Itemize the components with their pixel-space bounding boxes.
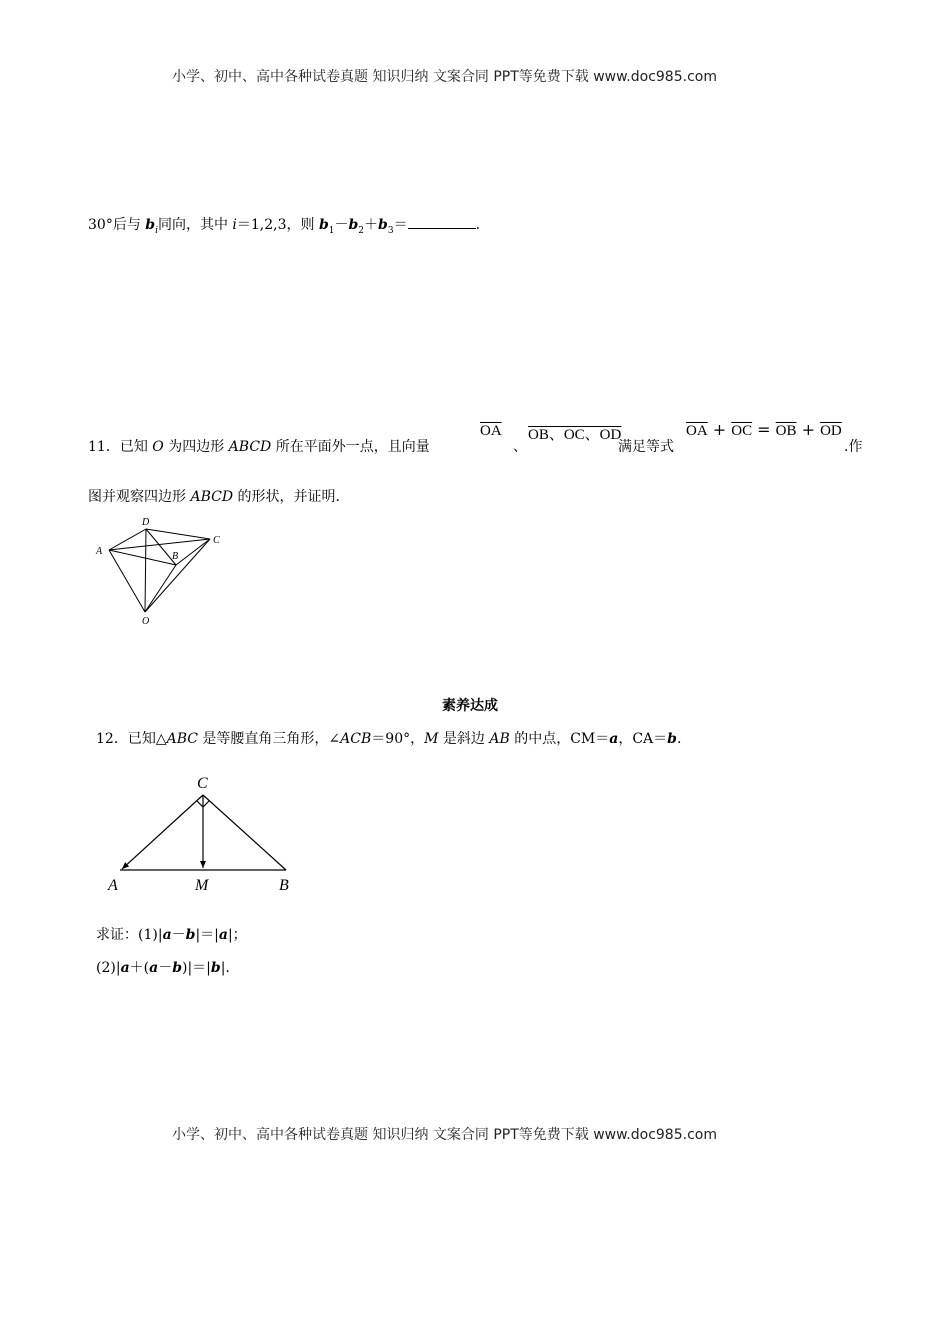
figure-right-triangle: [100, 770, 310, 895]
q12-var-ABC: ABC: [166, 731, 198, 747]
label-A: A: [96, 546, 103, 557]
p2-a2: a: [149, 960, 159, 976]
eq-OB: $\overline{OB}$: [775, 423, 797, 439]
p1-a2: a: [218, 927, 228, 943]
proof-part-2: [96, 958, 230, 978]
q12-vector-b: b: [667, 731, 677, 747]
proof-part-1: [96, 925, 247, 945]
question-10-tail: [88, 214, 480, 241]
page-footer: 小学、初中、高中各种试卷真题 知识归纳 文案合同 PPT等免费下载 www.doc985.com: [172, 1127, 717, 1143]
q11-text-4: .作: [844, 439, 863, 455]
p2-b2: b: [210, 960, 221, 976]
q12-text-4: 的中点，CM＝: [509, 731, 610, 747]
answer-blank[interactable]: [408, 214, 476, 229]
q12-text-1: 是等腰直角三角形，∠: [197, 731, 341, 747]
q12-text-5: ，CA＝: [618, 731, 668, 747]
vectors-OB-OC-OD: OB、OC、OD: [528, 427, 622, 443]
q10-vector-b: b: [145, 217, 156, 233]
label-B: B: [172, 551, 179, 562]
q11-line2-b: 的形状，并证明．: [233, 489, 350, 505]
label-M: M: [195, 877, 209, 894]
q12-var-M: M: [424, 731, 439, 747]
q12-text-3: 是斜边: [438, 731, 490, 747]
label-B: B: [279, 877, 289, 894]
q10-b3: b: [378, 217, 388, 233]
eq-plus-2: +: [796, 420, 821, 439]
label-D: D: [142, 517, 150, 528]
q11-text-1: 为四边形: [163, 439, 229, 455]
p1-equals: |＝|: [195, 927, 219, 943]
q12-var-AB: AB: [489, 731, 510, 747]
label-C: C: [197, 775, 208, 792]
eq-OD: $\overline{OD}$: [820, 423, 842, 439]
q11-var-ABCD: ABCD: [228, 439, 272, 455]
page-header: 小学、初中、高中各种试卷真题 知识归纳 文案合同 PPT等免费下载 www.doc985.com: [172, 69, 717, 85]
q11-text-3: 满足等式: [618, 439, 674, 455]
eq-plus-1: +: [707, 420, 732, 439]
q10-text-1: 30°后与: [88, 217, 146, 233]
edge-BC: [176, 539, 210, 565]
p2-end: |.: [220, 960, 230, 976]
edge-OD: [145, 529, 146, 612]
q10-var-i: i: [232, 217, 237, 233]
q10-plus: ＋: [364, 217, 379, 233]
q10-minus: －: [334, 217, 349, 233]
question-12: [96, 729, 681, 749]
p2-prefix: (2)|: [96, 960, 121, 976]
vector-equation: [686, 420, 842, 440]
vector-OA: $\overline{OA}$: [480, 423, 502, 439]
edge-OA: [109, 550, 145, 612]
q10-sub-1: 1: [328, 225, 335, 236]
q10-text-2: 同向，其中: [157, 217, 233, 233]
eq-OA: $\overline{OA}$: [686, 423, 708, 439]
q11-var-ABCD-2: ABCD: [190, 489, 234, 505]
p2-b: b: [172, 960, 182, 976]
q10-sub-2: 2: [358, 225, 365, 236]
q10-b2: b: [348, 217, 359, 233]
side-CB: [203, 795, 286, 870]
edge-DC: [146, 529, 210, 539]
q12-var-ACB: ACB: [340, 731, 372, 747]
q11-separator: 、: [513, 439, 527, 455]
section-title: 素养达成: [442, 698, 498, 714]
p1-end: |；: [227, 927, 247, 943]
eq-OC: $\overline{OC}$: [731, 423, 753, 439]
q10-sub-3: 3: [387, 225, 394, 236]
q12-vector-a: a: [609, 731, 619, 747]
label-A: A: [108, 877, 118, 894]
q10-end: .: [475, 217, 481, 233]
p1-a: a: [162, 927, 172, 943]
q11-number: 11．已知: [88, 439, 153, 455]
p1-minus: －: [171, 927, 186, 943]
edge-OC: [145, 539, 210, 612]
figure-pyramid: [90, 512, 230, 630]
q12-number: 12．已知△: [96, 731, 167, 747]
q12-text-2: ＝90°，: [371, 731, 425, 747]
p2-equals: )|＝|: [181, 960, 211, 976]
q10-sub-i: i: [155, 225, 158, 236]
edge-OB: [145, 565, 176, 612]
q11-text-2: 所在平面外一点，且向量: [271, 439, 430, 455]
p1-b: b: [185, 927, 196, 943]
q10-text-3: ＝1,2,3，则: [236, 217, 319, 233]
question-11-line-2: [88, 487, 350, 507]
q11-var-O: O: [152, 439, 164, 455]
vector-CA: [122, 795, 203, 869]
proof-prefix: 求证：(1)|: [96, 927, 163, 943]
q12-text-6: .: [676, 731, 682, 747]
p2-a: a: [120, 960, 130, 976]
q11-line2-a: 图并观察四边形: [88, 489, 191, 505]
question-11-line-1: [88, 437, 430, 457]
p2-plus: ＋(: [129, 960, 150, 976]
q10-equals: ＝: [393, 217, 408, 233]
label-C: C: [213, 535, 220, 546]
label-O: O: [142, 616, 150, 627]
p2-minus: －: [158, 960, 173, 976]
eq-equals: =: [752, 420, 776, 439]
q10-b1: b: [318, 217, 329, 233]
